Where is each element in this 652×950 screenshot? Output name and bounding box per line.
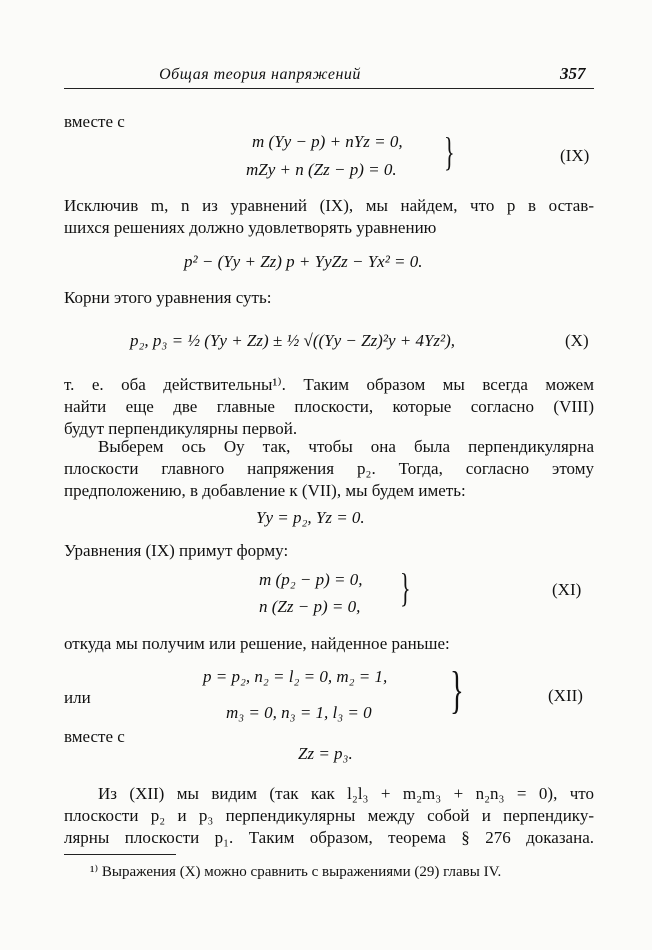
equation-yy: Yy = p₂, Yz = 0. — [256, 508, 365, 527]
paragraph-2: Корни этого уравнения суть: — [64, 288, 272, 307]
equation-xi-line-1: m (p₂ − p) = 0, — [259, 570, 363, 589]
equation-ix-line-1: m (Yy − p) + nYz = 0, — [252, 132, 403, 151]
equation-zz: Zz = p₃. — [298, 744, 353, 763]
page-number: 357 — [560, 64, 586, 83]
right-brace-ix: } — [444, 129, 455, 174]
running-header-title: Общая теория напряжений — [159, 66, 361, 83]
equation-xii-line-1: p = p₂, n₂ = l₂ = 0, m₂ = 1, — [203, 667, 388, 686]
text-vmeste-s-1: вместе с — [64, 112, 125, 131]
footnote: ¹⁾ Выражения (X) можно сравнить с выражениями (29) главы IV. — [90, 864, 502, 880]
equation-quadratic: p² − (Yy + Zz) p + YyZz − Yx² = 0. — [184, 252, 423, 271]
paragraph-3-line-2: найти еще две главные плоскости, которые согласно (VIII) — [64, 397, 594, 416]
paragraph-5: Уравнения (IX) примут форму: — [64, 541, 289, 560]
paragraph-4-line-2: плоскости главного напряжения p₂. Тогда, согласно этому — [64, 459, 594, 478]
paragraph-7-line-3: лярны плоскости p₁. Таким образом, теорема § 276 доказана. — [64, 828, 594, 847]
paragraph-1-line-2: шихся решениях должно удовлетворять уравнению — [64, 218, 437, 237]
footnote-rule — [64, 854, 176, 855]
paragraph-4-line-3: предположению, в добавление к (VII), мы будем иметь: — [64, 481, 466, 500]
paragraph-4-line-1: Выберем ось Oy так, чтобы она была перпендикулярна — [98, 437, 594, 456]
equation-xii-line-2: m₃ = 0, n₃ = 1, l₃ = 0 — [226, 703, 372, 722]
paragraph-3-line-1: т. е. оба действительны¹⁾. Таким образом мы всегда можем — [64, 375, 594, 394]
equation-ix-line-2: mZy + n (Zz − p) = 0. — [246, 160, 397, 179]
right-brace-xii: } — [450, 662, 464, 719]
equation-x: p₂, p₃ = ½ (Yy + Zz) ± ½ √((Yy − Zz)²y + 4Yz²), — [130, 331, 456, 350]
paragraph-7-line-1: Из (XII) мы видим (так как l₂l₃ + m₂m₃ + n₂n₃ = 0), что — [98, 784, 594, 803]
paragraph-3-line-3: будут перпендикулярны первой. — [64, 419, 298, 438]
text-vmeste-s-2: вместе с — [64, 727, 125, 746]
text-ili: или — [64, 688, 91, 707]
equation-xii-tag: (XII) — [548, 686, 583, 705]
right-brace-xi: } — [400, 565, 411, 610]
paragraph-7-line-2: плоскости p₂ и p₃ перпендикулярны между собой и перпендику- — [64, 806, 594, 825]
equation-xi-tag: (XI) — [552, 580, 582, 599]
equation-x-tag: (X) — [565, 331, 589, 350]
equation-ix-tag: (IX) — [560, 146, 590, 165]
paragraph-1-line-1: Исключив m, n из уравнений (IX), мы найдем, что p в остав- — [64, 196, 594, 215]
paragraph-6: откуда мы получим или решение, найденное раньше: — [64, 634, 450, 653]
header-rule — [64, 88, 594, 89]
equation-xi-line-2: n (Zz − p) = 0, — [259, 597, 361, 616]
